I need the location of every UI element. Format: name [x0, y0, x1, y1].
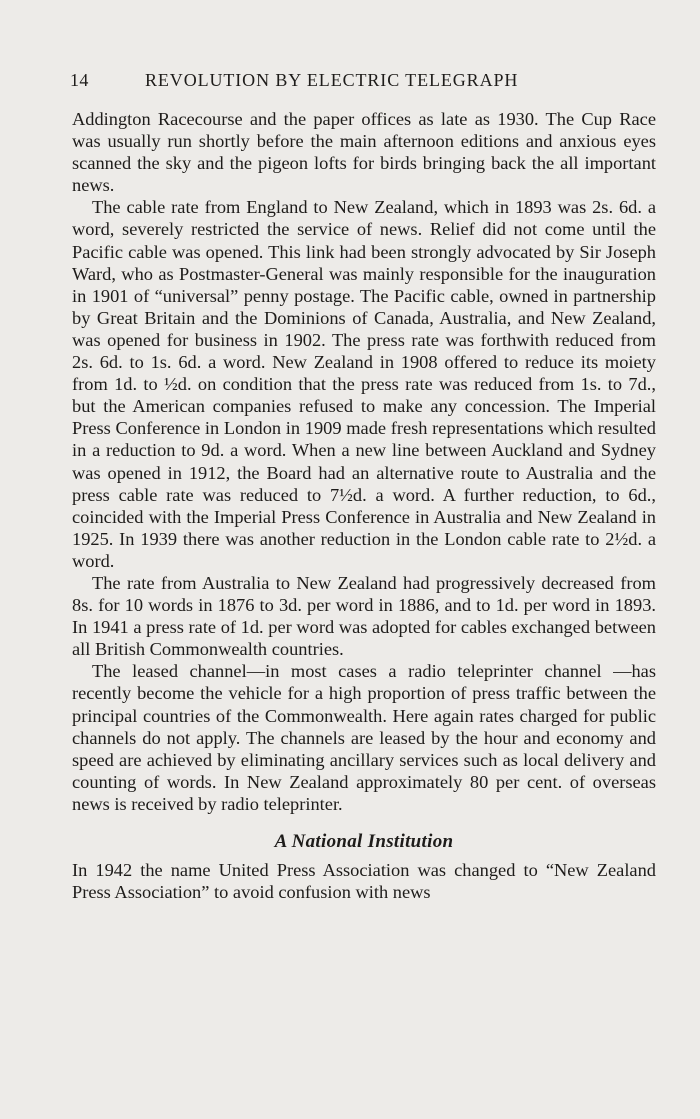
running-title: REVOLUTION BY ELECTRIC TELEGRAPH: [145, 70, 519, 90]
paragraph-continuation: Addington Racecourse and the paper offices as late as 1930. The Cup Race was usually run shortly before the main afternoon editions and anxious eyes scanned the sky and the pigeon lofts for birds bringing back the all important news.: [72, 109, 656, 196]
section-heading: A National Institution: [274, 831, 454, 852]
paragraph-national-institution: In 1942 the name United Press Association was changed to “New Zealand Press Association” to avoid confusion with news: [72, 860, 656, 903]
book-page: [72, 70, 656, 903]
paragraph-australia-rates: The rate from Australia to New Zealand had progressively decreased from 8s. for 10 words in 1876 to 3d. per word in 1886, and to 1d. per word in 1893. In 1941 a press rate of 1d. per word was adopted for cables exchanged between all British Commonwealth countries.: [72, 572, 656, 660]
paragraph-leased-channel: The leased channel—in most cases a radio teleprinter channel —has recently become the vehicle for a high proportion of press traffic between the principal countries of the Commonwealth. Here again rates charged for public channels do not apply. The channels are leased by the hour and economy and speed are achieved by eliminating ancillary services such as local delivery and counting of words. In New Zealand approximately 80 per cent. of overseas news is received by radio teleprinter.: [72, 661, 656, 814]
running-head: [72, 70, 656, 100]
paragraph-cable-rates: The cable rate from England to New Zealand, which in 1893 was 2s. 6d. a word, severely restricted the service of news. Relief did not come until the Pacific cable was opened. This link had been strongly advocated by Sir Joseph Ward, who as Postmaster-General was mainly responsible for the inauguration in 1901 of “universal” penny postage. The Pacific cable, owned in partnership by Great Britain and the Dominions of Canada, Australia, and New Zealand, was opened for business in 1902. The press rate was forthwith reduced from 2s. 6d. to 1s. 6d. a word. New Zealand in 1908 offered to reduce its moiety from 1d. to ½d. on condition that the press rate was reduced from 1s. to 7d., but the American companies refused to make any concession. The Imperial Press Conference in London in 1909 made fresh representations which resulted in a reduction to 9d. a word. When a new line between Auckland and Sydney was opened in 1912, the Board had an alternative route to Australia and the press cable rate was reduced to 7½d. a word. A further reduction, to 6d., coincided with the Imperial Press Conference in Australia and New Zealand in 1925. In 1939 there was another reduction in the London cable rate to 2½d. a word.: [72, 197, 656, 571]
body-text: [72, 108, 656, 903]
page-number: 14: [70, 70, 89, 90]
